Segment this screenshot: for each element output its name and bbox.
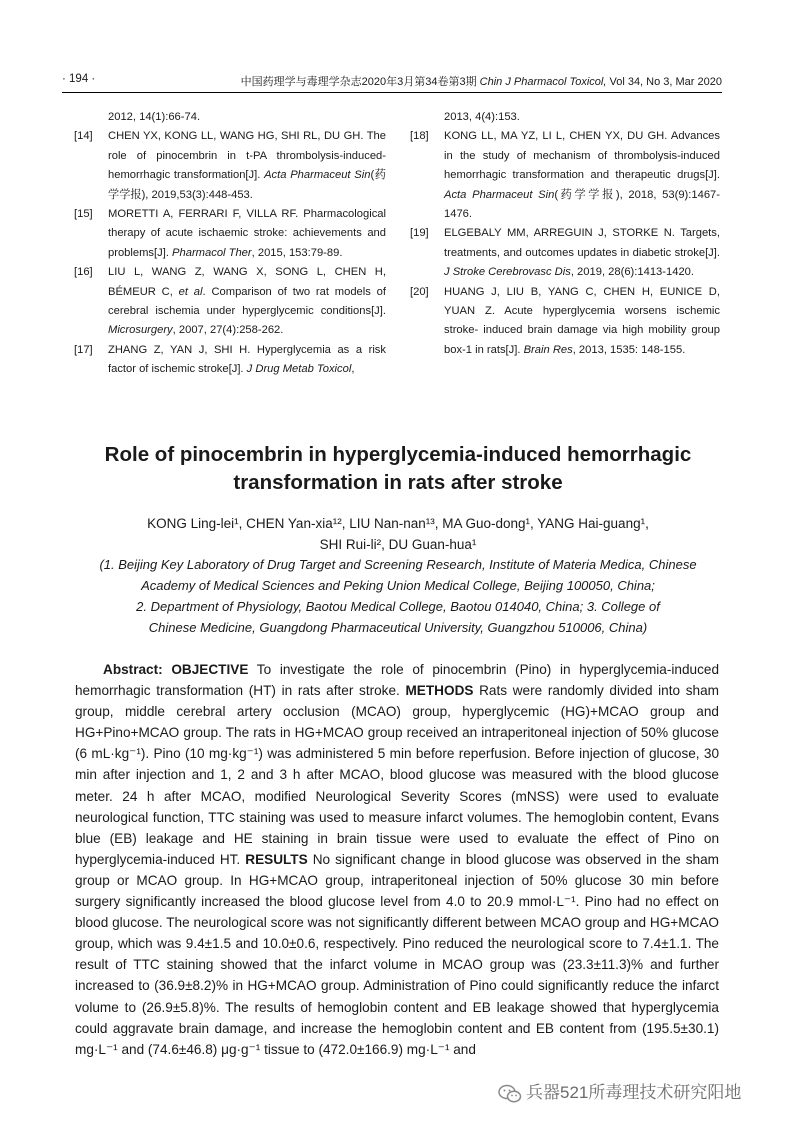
- author-list: [70, 513, 726, 555]
- title-line-1: Role of pinocembrin in hyperglycemia-induced hemorrhagic: [104, 443, 692, 466]
- reference-17-continued: [410, 108, 720, 127]
- abstract-objective: To investigate the role of pinocembrin (Pino) in hyperglycemia-induced hemorrhagic transformation (HT) in rats after stroke.: [75, 662, 720, 699]
- affiliation-line-1: (1. Beijing Key Laboratory of Drug Target and Screening Research, Institute of Materia Medica, Chinese: [99, 557, 697, 572]
- reference-text: , 2015, 153:79-89.: [251, 246, 343, 259]
- reference-text: ,: [351, 363, 355, 376]
- reference-15: [74, 205, 386, 263]
- reference-journal: J Drug Metab Toxicol: [246, 363, 352, 376]
- reference-text: 2013, 4(4):153.: [444, 111, 520, 123]
- reference-20: [410, 283, 720, 361]
- reference-text: MORETTI A, FERRARI F, VILLA RF. Pharmacological therapy of acute ischaemic stroke: achievements and problems[J].: [108, 208, 386, 259]
- reference-text: CHEN YX, KONG LL, WANG HG, SHI RL, DU GH. The role of pinocembrin in t-PA thrombolysis-induced-hemorrhagic transformation[J].: [108, 130, 386, 182]
- abstract-results: No significant change in blood glucose was observed in the sham group or MCAO group. In HG+MCAO group, intraperitoneal injection of 50% glucose 30 min before surgery significantly increased the blood glucose level from 4.0 to 20.9 mmol·L⁻¹. Pino had no effect on blood glucose. The neurological score was not significantly different between MCAO group and HG+MCAO group, which was 9.4±1.5 and 10.0±0.6, respectively. Pino reduced the neurological score to 7.4±1.1. The result of TTC staining showed that the infarct volume in MCAO group was (23.3±11.3)% and further increased to (36.9±8.2)% in HG+MCAO group. Administration of Pino could significantly reduce the infarct volume to (26.9±5.8)%. The results of hemoglobin content and EB leakage showed that hyperglycemia could aggravate brain damage, and increase the hemoglobin content and EB content from (195.5±30.1) mg·L⁻¹ and (74.6±46.8) μg·g⁻¹ tissue to (472.0±166.9) mg·L⁻¹ and: [75, 851, 719, 1057]
- authors-line-2: SHI Rui-li², DU Guan-hua¹: [319, 537, 477, 552]
- reference-text: , 2007, 27(4):258-262.: [172, 324, 284, 337]
- running-header: [62, 70, 722, 93]
- reference-journal: Acta Pharmaceut Sin: [444, 188, 555, 201]
- reference-text: . Comparison of two rat models of cerebral ischemia under hyperglycemic conditions[J].: [108, 285, 386, 318]
- wechat-icon: [498, 1084, 522, 1104]
- reference-13-continued: [74, 108, 386, 127]
- references-left-column: [74, 108, 386, 380]
- journal-volume: Vol 34, No 3, Mar 2020: [606, 76, 722, 88]
- reference-text: (药学学报), 2018, 53(9):1467-1476.: [444, 188, 720, 221]
- affiliations: [70, 554, 726, 638]
- reference-text: , 2013, 1535: 148-155.: [572, 343, 686, 356]
- authors-line-1: KONG Ling-lei¹, CHEN Yan-xia¹², LIU Nan-nan¹³, MA Guo-dong¹, YANG Hai-guang¹,: [147, 516, 649, 531]
- reference-text: KONG LL, MA YZ, LI L, CHEN YX, DU GH. Advances in the study of mechanism of thrombolysis-induced hemorrhagic transformation and therapeutic drugs[J].: [444, 130, 720, 182]
- reference-text: ELGEBALY MM, ARREGUIN J, STORKE N. Targets, treatments, and outcomes updates in diabetic stroke[J].: [444, 227, 720, 259]
- reference-19: [410, 224, 720, 282]
- reference-18: [410, 127, 720, 224]
- reference-journal: Acta Pharmaceut Sin: [264, 169, 371, 182]
- abstract-label: Abstract: OBJECTIVE: [103, 662, 249, 677]
- affiliation-line-3: 2. Department of Physiology, Baotou Medical College, Baotou 014040, China; 3. College of: [136, 599, 660, 614]
- results-label: RESULTS: [245, 851, 308, 867]
- affiliation-line-2: Academy of Medical Sciences and Peking Union Medical College, Beijing 100050, China;: [141, 578, 655, 593]
- reference-14: [74, 127, 386, 205]
- reference-number: [14]: [74, 130, 93, 143]
- watermark-text: 兵器521所毒理技术研究阳地: [526, 1083, 742, 1102]
- reference-text: (药学学报), 2019,53(3):448-453.: [108, 169, 386, 201]
- reference-journal: Pharmacol Ther: [172, 246, 252, 259]
- article-title: [70, 441, 726, 497]
- affiliation-line-4: Chinese Medicine, Guangdong Pharmaceutical University, Guangzhou 510006, China): [148, 620, 648, 635]
- reference-number: [19]: [410, 227, 429, 240]
- reference-journal: J Stroke Cerebrovasc Dis: [444, 266, 571, 279]
- reference-journal: Brain Res: [523, 343, 573, 356]
- title-line-2: transformation in rats after stroke: [233, 471, 563, 494]
- abstract: [75, 659, 719, 1060]
- journal-cn: 中国药理学与毒理学杂志2020年3月第34卷第3期: [240, 76, 477, 88]
- reference-16: [74, 263, 386, 341]
- reference-text: ZHANG Z, YAN J, SHI H. Hyperglycemia as a risk factor of ischemic stroke[J].: [108, 343, 386, 376]
- references-right-column: [410, 108, 720, 360]
- watermark: [498, 1078, 778, 1104]
- reference-text: , 2019, 28(6):1413-1420.: [570, 266, 694, 279]
- journal-en: Chin J Pharmacol Toxicol,: [479, 76, 607, 88]
- reference-etal: et al: [178, 285, 203, 298]
- page-number: · 194 ·: [62, 73, 96, 85]
- reference-text: LIU L, WANG Z, WANG X, SONG L, CHEN H, BÉMEUR C,: [108, 266, 386, 298]
- reference-text: HUANG J, LIU B, YANG C, CHEN H, EUNICE D, YUAN Z. Acute hyperglycemia worsens ischemic stroke- induced brain damage via high mobility group box-1 in rats[J].: [444, 285, 720, 356]
- reference-text: 2012, 14(1):66-74.: [108, 111, 201, 123]
- reference-number: [15]: [74, 208, 93, 221]
- methods-label: METHODS: [405, 683, 474, 699]
- reference-number: [18]: [410, 130, 429, 143]
- reference-number: [17]: [74, 343, 93, 356]
- reference-17: [74, 341, 386, 380]
- reference-journal: Microsurgery: [108, 324, 173, 337]
- journal-citation: [241, 73, 722, 89]
- abstract-methods: Rats were randomly divided into sham group, middle cerebral artery occlusion (MCAO) group, hyperglycemic (HG)+MCAO group and HG+Pino+MCAO group. The rats in HG+MCAO group received an intraperitoneal injection of 50% glucose (6 mL·kg⁻¹). Pino (10 mg·kg⁻¹) was administered 5 min before reperfusion. Before injection of glucose, 30 min after injection and 1, 2 and 3 h after MCAO, blood glucose was measured with the blood glucose meter. 24 h after MCAO, modified Neurological Severity Scores (mNSS) were used to evaluate neurological function, TTC staining was used to measure infarct volumes. The hemoglobin content, Evans blue (EB) leakage and HE staining in brain tissue were used to evaluate the effect of Pino on hyperglycemia-induced HT.: [75, 683, 719, 867]
- reference-number: [16]: [74, 266, 93, 279]
- reference-number: [20]: [410, 285, 429, 298]
